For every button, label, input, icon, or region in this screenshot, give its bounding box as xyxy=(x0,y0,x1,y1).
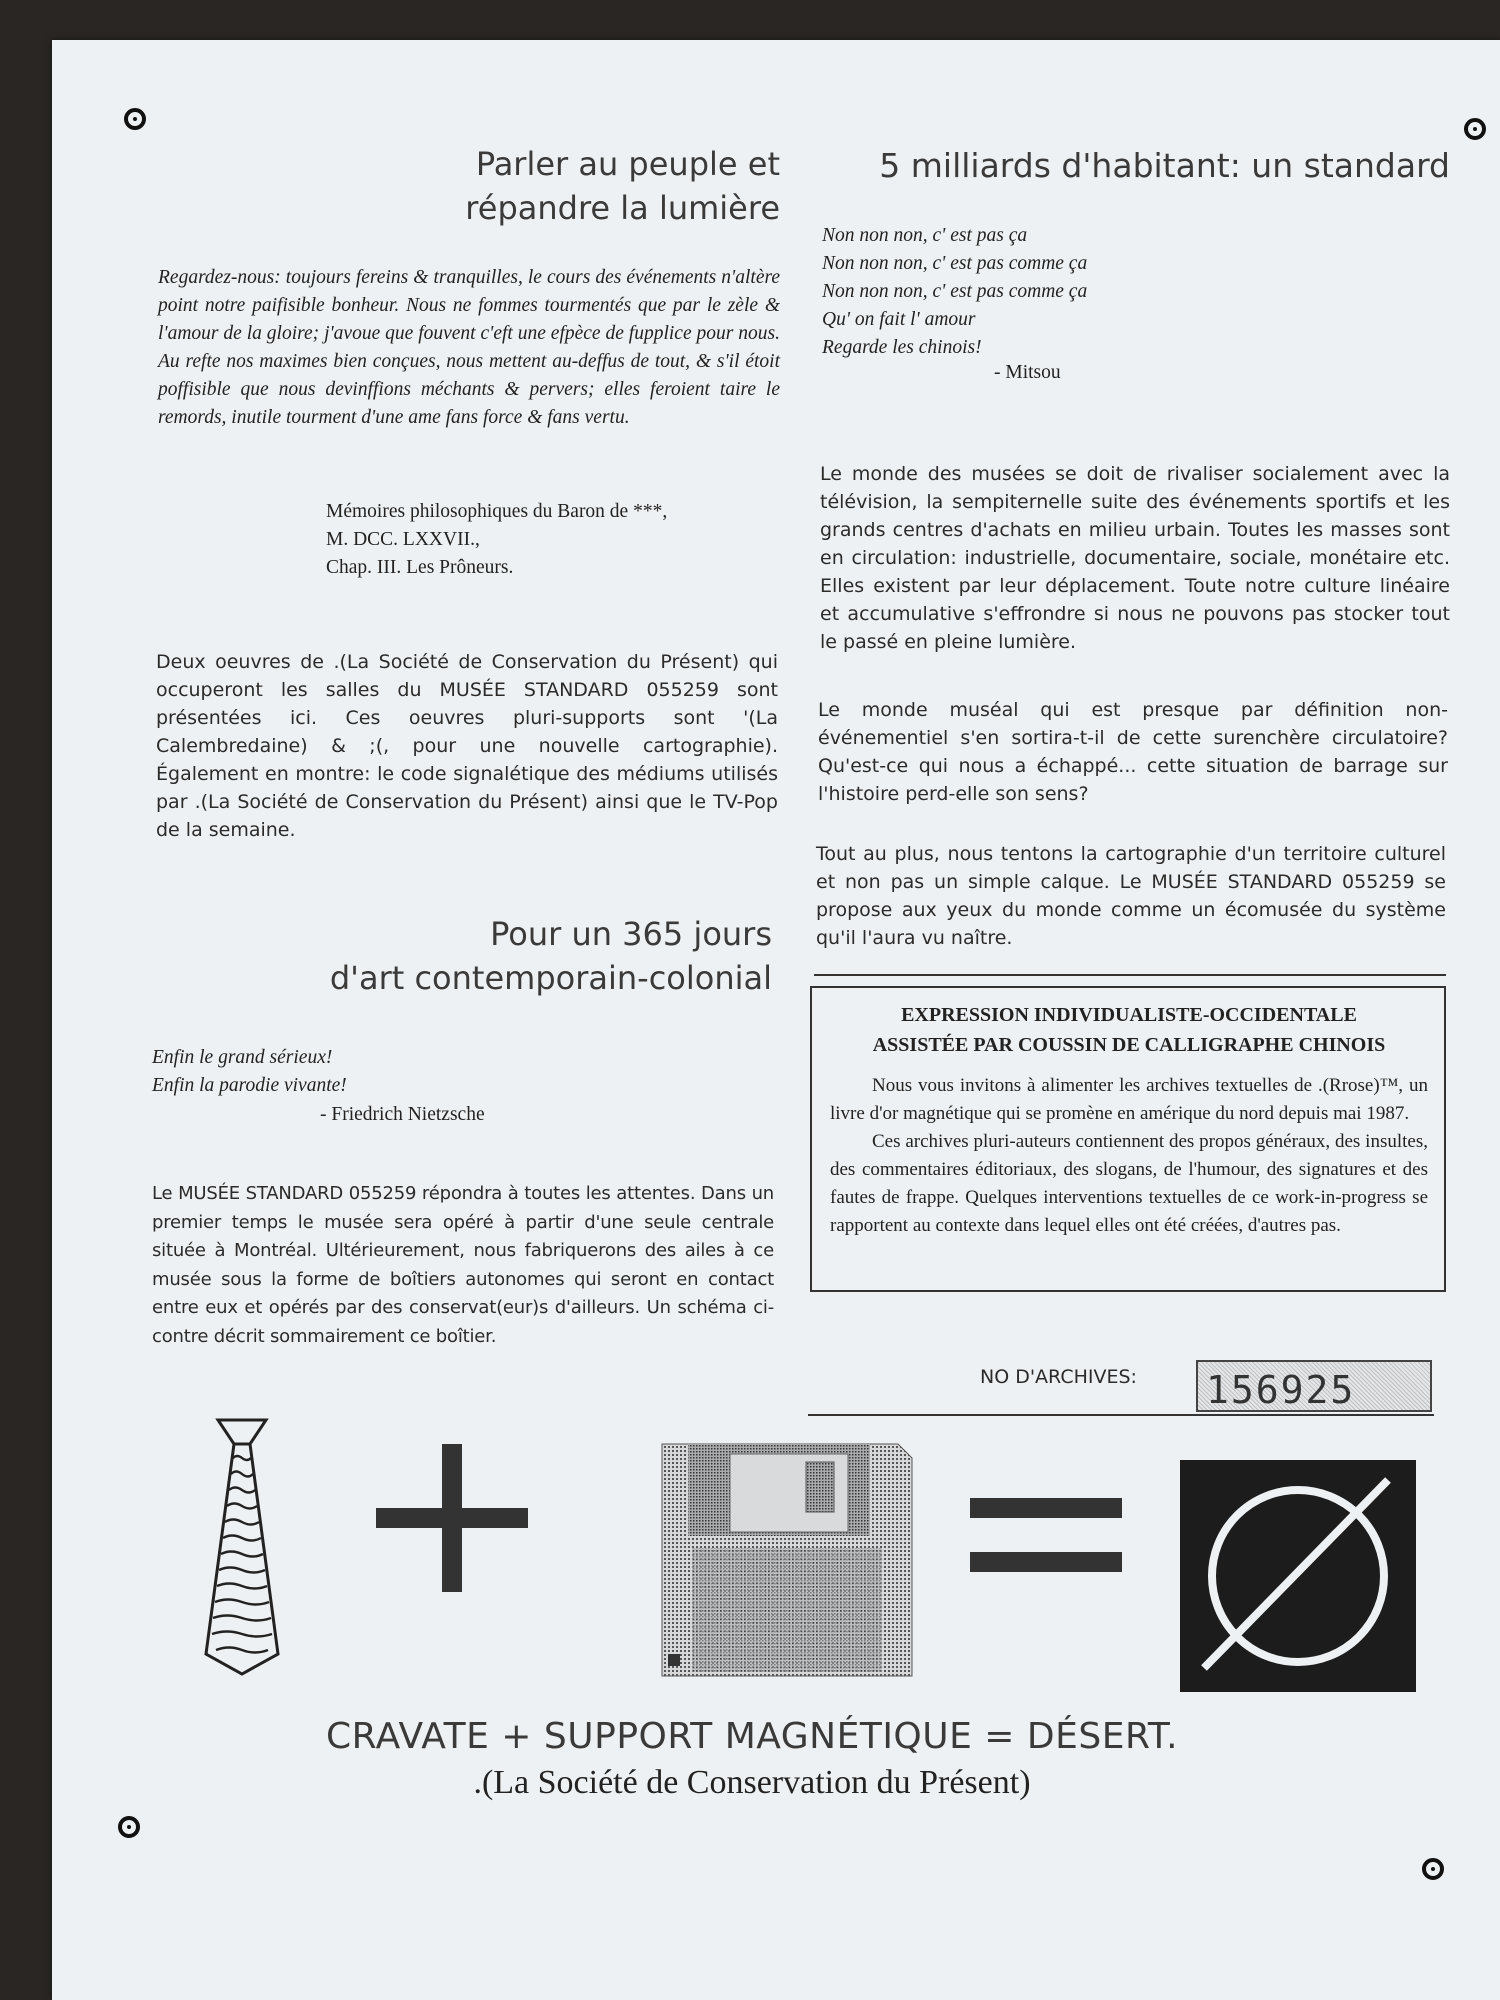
archive-number-field xyxy=(1196,1360,1432,1412)
nietzsche-quote: Enfin le grand sérieux! Enfin la parodie vivante! xyxy=(152,1047,347,1096)
monde-museal-paragraph: Le monde muséal qui est presque par définition non-événementiel s'en sortira-t-il de cette surenchère circulatoire? Qu'est-ce qui nous a échappé... cette situation de barrage sur l'histoire perd-elle son sens? xyxy=(818,699,1448,805)
section-title-365-jours: Pour un 365 jours d'art contemporain-colonial xyxy=(329,915,772,997)
section-title-parler: Parler au peuple et répandre la lumière xyxy=(465,145,780,227)
archives-box xyxy=(810,986,1446,1292)
archives-box-paragraph-2: Ces archives pluri-auteurs contiennent des propos généraux, des insultes, des commentaires éditoriaux, des slogans, de l'humour, des signatures et des fautes de frappe. Quelques interventions textuelles de ce work-in-progress se rapportent au contexte dans lequel elles ont été créées, d'autres pas. xyxy=(830,1131,1428,1236)
registration-mark-top-right xyxy=(1464,118,1486,140)
cartographie-paragraph: Tout au plus, nous tentons la cartographie d'un territoire culturel et non pas un simple calque. Le MUSÉE STANDARD 055259 se propose aux yeux du monde comme un écomusée du système qu'il l'aura vu naître. xyxy=(816,843,1446,949)
divider-rule xyxy=(814,974,1446,976)
equals-icon xyxy=(970,1498,1122,1572)
mitsou-attribution: - Mitsou xyxy=(994,362,1061,383)
archive-underline xyxy=(808,1414,1434,1416)
registration-mark-top-left xyxy=(124,108,146,130)
archives-box-paragraph-1: Nous vous invitons à alimenter les archives textuelles de .(Rrose)™, un livre d'or magnétique qui se promène en amérique du nord depuis mai 1987. xyxy=(830,1075,1428,1124)
plus-icon xyxy=(376,1444,528,1592)
registration-mark-bottom-left xyxy=(118,1816,140,1838)
deux-oeuvres-paragraph: Deux oeuvres de .(La Société de Conservation du Présent) qui occuperont les salles du MUSÉE STANDARD 055259 sont présentées ici. Ces oeuvres pluri-supports sont '(La Calembredaine) & ;(, pour une nouvelle cartographie). Également en montre: le code signalétique des médiums utilisés par .(La Société de Conservation du Présent) ainsi que le TV-Pop de la semaine. xyxy=(156,651,778,841)
empty-set-icon xyxy=(1180,1460,1416,1692)
archives-box-heading: EXPRESSION INDIVIDUALISTE-OCCIDENTALE ASSISTÉE PAR COUSSIN DE CALLIGRAPHE CHINOIS xyxy=(872,1004,1386,1056)
floppy-disk-icon xyxy=(660,1442,914,1678)
monde-des-musees-paragraph: Le monde des musées se doit de rivaliser socialement avec la télévision, la sempiternelle suite des événements sportifs et les grands centres d'achats en milieu urbain. Toutes les masses sont en circulation: industrielle, documentaire, sociale, monétaire etc. Elles existent par leur déplacement. Toute notre culture linéaire et accumulative s'effrondre si nous ne pouvons pas stocker tout le passé en pleine lumière. xyxy=(820,463,1450,653)
equation-caption: CRAVATE + SUPPORT MAGNÉTIQUE = DÉSERT. xyxy=(325,1716,1179,1757)
mitsou-lyrics: Non non non, c' est pas ça Non non non, c' est pas comme ça Non non non, c' est pas comme ça Qu' on fait l' amour Regarde les chinois! xyxy=(822,225,1088,358)
nietzsche-attribution: - Friedrich Nietzsche xyxy=(320,1104,485,1125)
society-caption: .(La Société de Conservation du Présent) xyxy=(473,1764,1031,1801)
musee-standard-paragraph: Le MUSÉE STANDARD 055259 répondra à toutes les attentes. Dans un premier temps le musée sera opéré à partir d'une seule centrale située à Montréal. Ultérieurement, nous fabriquerons des ailes à ce musée sous la forme de boîtiers autonomes qui seront en contact entre eux et opérés par des conservat(eur)s d'ailleurs. Un schéma ci-contre décrit sommairement ce boîtier. xyxy=(152,1183,774,1347)
section-title-milliards: 5 milliards d'habitant: un standard xyxy=(879,146,1450,185)
registration-mark-bottom-right xyxy=(1422,1858,1444,1880)
archive-number-label: NO D'ARCHIVES: xyxy=(980,1366,1137,1388)
baron-quote: Regardez-nous: toujours fereins & tranquilles, le cours des événements n'altère point notre paifisible bonheur. Nous ne fommes tourmentés que par le zèle & l'amour de la gloire; j'avoue que fouvent c'eft une efpèce de fupplice pour nous. Au refte nos maximes bien conçues, nous mettent au-deffus de tout, & s'il étoit poffisible que nous devinffions méchants & pervers; elles feroient taire le remords, inutile tourment d'une ame fans force & fans vertu. xyxy=(158,267,780,428)
document-page xyxy=(52,40,1500,2000)
archive-number-value: 156925 xyxy=(1206,1368,1356,1412)
baron-source: Mémoires philosophiques du Baron de ***, M. DCC. LXXVII., Chap. III. Les Prôneurs. xyxy=(326,501,668,578)
tie-icon xyxy=(202,1418,282,1676)
